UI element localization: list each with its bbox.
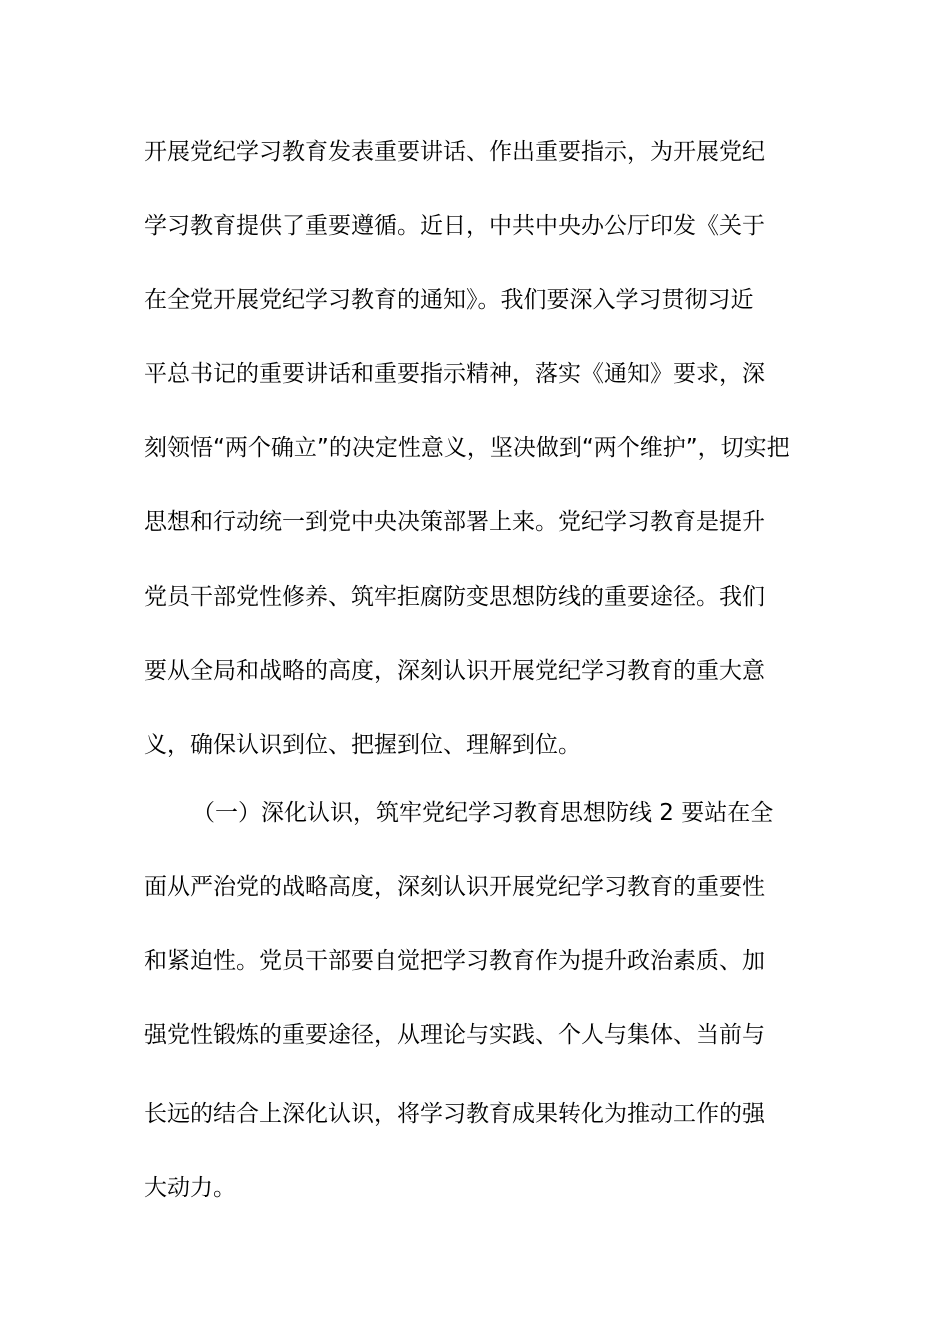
paragraph-line: 义，确保认识到位、把握到位、理解到位。 (144, 732, 581, 758)
paragraph-line: 强党性锻炼的重要途径，从理论与实践、个人与集体、当前与 (144, 1022, 765, 1048)
paragraph-line: 要从全局和战略的高度，深刻认识开展党纪学习教育的重大意 (144, 658, 765, 684)
paragraph-line: 刻领悟“两个确立”的决定性意义，坚决做到“两个维护”，切实把 (144, 435, 790, 461)
paragraph-line: 思想和行动统一到党中央决策部署上来。党纪学习教育是提升 (144, 509, 765, 535)
paragraph-line: 开展党纪学习教育发表重要讲话、作出重要指示，为开展党纪 (144, 139, 765, 165)
paragraph-line: 长远的结合上深化认识，将学习教育成果转化为推动工作的强 (144, 1101, 765, 1127)
paragraph-line: 和紧迫性。党员干部要自觉把学习教育作为提升政治素质、加 (144, 948, 765, 974)
paragraph-line: 大动力。 (144, 1175, 236, 1201)
paragraph-line: 党员干部党性修养、筑牢拒腐防变思想防线的重要途径。我们 (144, 584, 765, 610)
paragraph-line: 在全党开展党纪学习教育的通知》。我们要深入学习贯彻习近 (144, 287, 754, 313)
section-heading-line: （一）深化认识，筑牢党纪学习教育思想防线 2 要站在全 (192, 800, 774, 826)
paragraph-line: 平总书记的重要讲话和重要指示精神，落实《通知》要求，深 (144, 361, 765, 387)
paragraph-line: 学习教育提供了重要遵循。近日，中共中央办公厅印发《关于 (144, 213, 765, 239)
paragraph-line: 面从严治党的战略高度，深刻认识开展党纪学习教育的重要性 (144, 874, 765, 900)
